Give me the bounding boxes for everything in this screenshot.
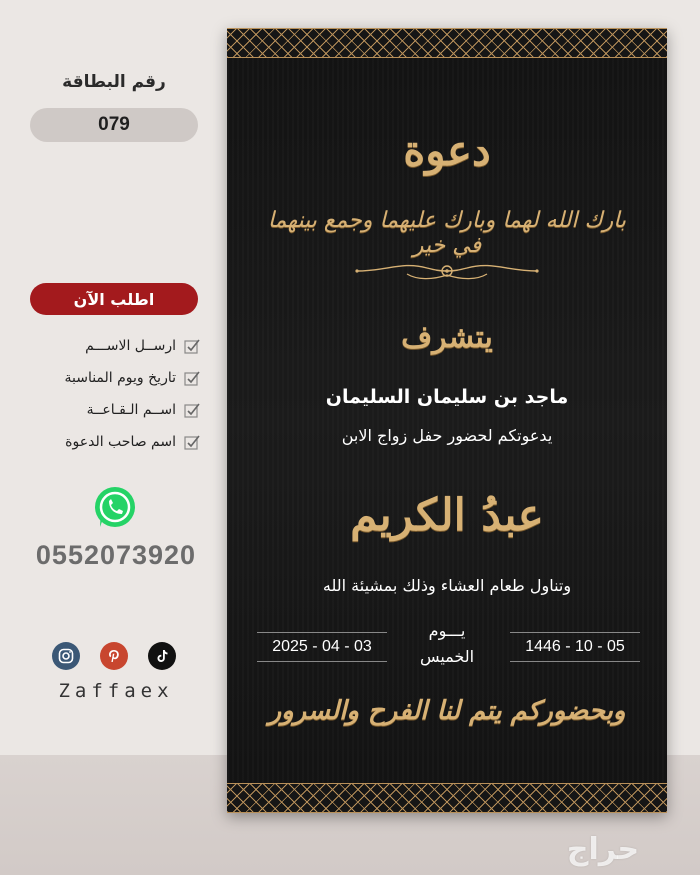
checkbox-icon <box>184 338 200 354</box>
phone-number[interactable]: 0552073920 <box>35 540 197 570</box>
honored-text: يتشرف <box>401 320 493 355</box>
social-links <box>52 642 176 670</box>
card-number-badge: 079 <box>30 108 198 142</box>
list-item-label: ارســل الاســـم <box>85 338 176 354</box>
ornament-divider-icon <box>347 256 547 286</box>
card-bottom-border <box>227 783 667 813</box>
tiktok-icon[interactable] <box>148 642 176 670</box>
dinner-text: وتناول طعام العشاء وذلك بمشيئة الله <box>322 576 572 595</box>
card-number-label: رقم البطاقة <box>62 72 166 92</box>
host-name: ماجد بن سليمان السليمان <box>325 386 569 408</box>
pinterest-icon[interactable] <box>100 642 128 670</box>
groom-name: عبدُ الكريم <box>350 490 544 541</box>
list-item <box>28 330 200 362</box>
whatsapp-icon[interactable] <box>92 485 138 531</box>
requirements-list <box>28 330 200 458</box>
list-item-label: اســم الـقـاعــة <box>86 402 176 418</box>
invite-text: يدعوتكم لحضور حفل زواج الابن <box>341 426 553 445</box>
day-label: يـــوم <box>428 621 466 640</box>
list-item <box>28 362 200 394</box>
checkbox-icon <box>184 370 200 386</box>
brand-name: Zaffaex <box>58 680 174 702</box>
invitation-verse: بارك الله لهما وبارك عليهما وجمع بينهما في خير <box>267 208 627 258</box>
checkbox-icon <box>184 434 200 450</box>
card-top-border <box>227 28 667 58</box>
closing-text: وبحضوركم يتم لنا الفرح والسرور <box>268 696 626 726</box>
date-row <box>227 616 667 676</box>
day-block <box>392 618 502 670</box>
list-item-label: تاريخ ويوم المناسبة <box>64 370 176 386</box>
watermark: حراج <box>566 832 640 867</box>
invitation-title: دعوة <box>403 126 491 175</box>
invitation-card <box>227 28 667 813</box>
list-item <box>28 394 200 426</box>
list-item-label: اسم صاحب الدعوة <box>65 434 176 450</box>
gregorian-date: 2025 - 04 - 03 <box>257 632 387 662</box>
order-now-button[interactable]: اطلب الآن <box>30 283 198 315</box>
checkbox-icon <box>184 402 200 418</box>
hijri-date: 1446 - 10 - 05 <box>510 632 640 662</box>
day-name: الخميس <box>419 647 475 666</box>
list-item <box>28 426 200 458</box>
instagram-icon[interactable] <box>52 642 80 670</box>
